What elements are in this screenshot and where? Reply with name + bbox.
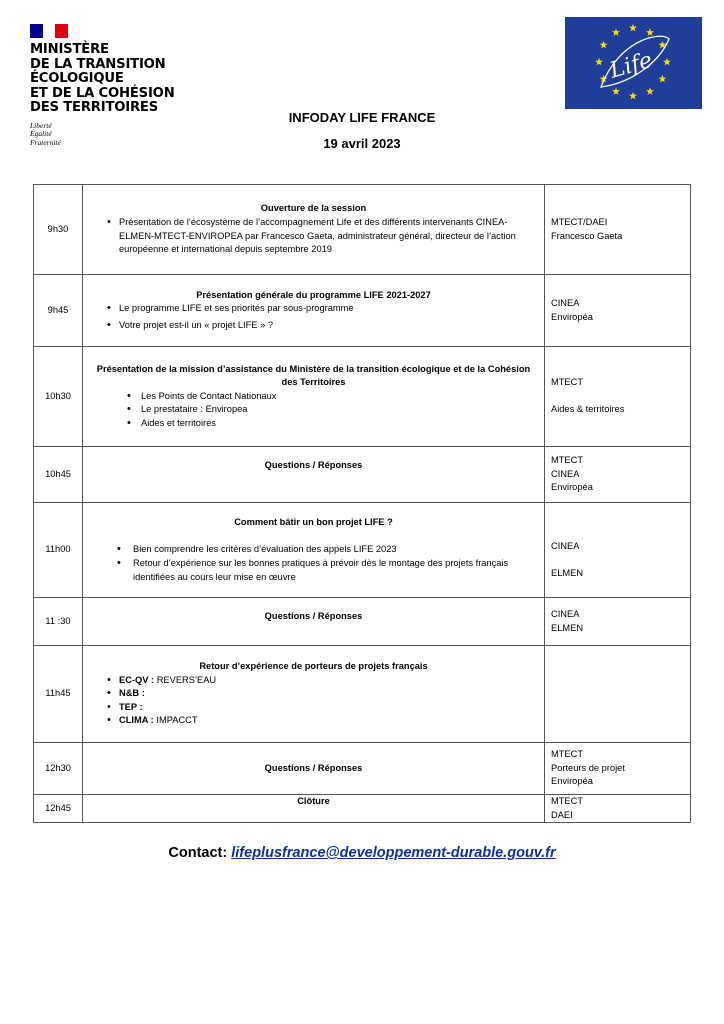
session-item: • Le programme LIFE et ses priorités par sous-programme <box>93 302 534 316</box>
session-title: Questions / Réponses <box>264 611 363 621</box>
ministry-logo <box>30 24 230 147</box>
speaker: CINEA <box>551 297 580 308</box>
session-title: Présentation de la mission d’assistance du Ministère de la transition écologique et de la Cohésion des Territoires <box>96 363 531 388</box>
speaker: Enviropéa <box>551 482 593 493</box>
speaker: MTECT/DAEI <box>551 216 608 227</box>
agenda-speakers <box>545 646 691 743</box>
agenda-time: 12h30 <box>34 743 83 795</box>
session-title: Présentation générale du programme LIFE 2021-2027 <box>196 289 431 300</box>
agenda-time: 10h30 <box>34 347 83 447</box>
speaker: Aides & territoires <box>551 404 625 415</box>
ministry-name-line: DE LA TRANSITION <box>30 56 166 72</box>
agenda-content <box>83 503 545 598</box>
speaker: MTECT <box>551 455 584 466</box>
ministry-name-line: DES TERRITOIRES <box>30 100 159 116</box>
agenda-content <box>83 447 545 503</box>
session-item: • Présentation de l’écosystème de l’accompagnement Life et des différents intervenants CINEA-ELMEN-MTECT-ENVIROPEA par Francesco Gaeta, administrateur général, directeur de l’action européenne et international depuis septembre 2019 <box>93 216 534 257</box>
ministry-name-line: ET DE LA COHÉSION <box>30 85 175 101</box>
ministry-name-line: ÉCOLOGIQUE <box>30 71 124 87</box>
session-title: Clôture <box>297 796 330 806</box>
contact-label: Contact: <box>168 845 228 861</box>
agenda-row <box>34 447 691 503</box>
contact-line <box>0 845 724 861</box>
session-title: Questions / Réponses <box>264 460 363 470</box>
agenda-speakers <box>545 503 691 598</box>
session-item <box>93 687 534 701</box>
agenda-time: 12h45 <box>34 795 83 823</box>
speaker: Enviropéa <box>551 776 593 787</box>
agenda-content <box>83 646 545 743</box>
agenda-content <box>83 743 545 795</box>
item-label: EC-QV : <box>119 674 155 685</box>
motto-line: Liberté <box>30 120 52 130</box>
agenda-row <box>34 743 691 795</box>
agenda-content <box>83 598 545 646</box>
session-item <box>93 714 534 728</box>
agenda-row <box>34 185 691 275</box>
agenda-row <box>34 646 691 743</box>
agenda-speakers <box>545 185 691 275</box>
session-item: • Bien comprendre les critères d’évaluation des appels LIFE 2023 <box>93 543 534 557</box>
ministry-name-line: MINISTÈRE <box>30 42 109 57</box>
eu-star-icon <box>646 28 654 36</box>
session-title: Questions / Réponses <box>264 762 363 773</box>
event-date: 19 avril 2023 <box>323 136 401 151</box>
session-item <box>93 674 534 688</box>
item-label: TEP : <box>119 701 143 712</box>
session-item: • Votre projet est-il un « projet LIFE » ? <box>93 319 534 333</box>
agenda-row <box>34 598 691 646</box>
agenda-time: 11h00 <box>34 503 83 598</box>
session-item: • Le prestataire : Enviropea <box>93 403 534 417</box>
french-flag-icon <box>30 24 68 38</box>
agenda-row <box>34 275 691 347</box>
session-title: Comment bâtir un bon projet LIFE ? <box>234 516 393 527</box>
motto-line: Égalité <box>30 129 52 139</box>
agenda-time: 9h45 <box>34 275 83 347</box>
ministry-name <box>30 43 230 116</box>
agenda-row <box>34 795 691 823</box>
speaker: CINEA <box>551 468 580 479</box>
item-value: IMPACCT <box>153 715 198 726</box>
eu-star-icon <box>646 87 654 95</box>
speaker <box>551 553 684 567</box>
contact-email-link[interactable]: lifeplusfrance@developpement-durable.gouv.fr <box>231 845 556 861</box>
speaker: Porteurs de projet <box>551 762 625 773</box>
eu-star-icon <box>663 58 671 66</box>
agenda-content <box>83 347 545 447</box>
life-logo-text: Life <box>607 47 656 84</box>
session-item: • Les Points de Contact Nationaux <box>93 390 534 404</box>
agenda-content <box>83 275 545 347</box>
speaker: MTECT <box>551 749 584 760</box>
agenda-row <box>34 503 691 598</box>
agenda-speakers <box>545 347 691 447</box>
item-value: REVERS’EAU <box>154 674 217 685</box>
session-item: • Aides et territoires <box>93 417 534 431</box>
speaker: Enviropéa <box>551 311 593 322</box>
agenda-speakers <box>545 743 691 795</box>
eu-star-icon <box>600 41 608 49</box>
speaker: Francesco Gaeta <box>551 230 623 241</box>
speaker: ELMEN <box>551 622 584 633</box>
agenda-speakers <box>545 795 691 823</box>
speaker: CINEA <box>551 540 580 551</box>
session-title: Retour d’expérience de porteurs de projets français <box>199 661 428 672</box>
agenda-speakers <box>545 447 691 503</box>
eu-star-icon <box>658 75 666 83</box>
eu-star-icon <box>612 87 620 95</box>
speaker: MTECT <box>551 796 584 806</box>
agenda-row <box>34 347 691 447</box>
item-label: CLIMA : <box>119 715 154 726</box>
eu-star-icon <box>595 58 603 66</box>
agenda-speakers <box>545 598 691 646</box>
speaker: MTECT <box>551 377 584 388</box>
speaker: CINEA <box>551 608 580 619</box>
eu-star-icon <box>629 92 637 100</box>
session-item: • Retour d’expérience sur les bonnes pratiques à prévoir dès le montage des projets français identifiées au cours leur mise en œuvre <box>93 557 534 584</box>
agenda-content <box>83 185 545 275</box>
speaker: DAEI <box>551 809 573 820</box>
session-title: Ouverture de la session <box>260 203 367 214</box>
agenda-time: 11 :30 <box>34 598 83 646</box>
motto-line: Fraternité <box>30 137 61 147</box>
life-logo <box>565 17 702 109</box>
eu-star-icon <box>629 24 637 32</box>
agenda-table <box>33 184 691 823</box>
agenda-speakers <box>545 275 691 347</box>
agenda-time: 11h45 <box>34 646 83 743</box>
speaker: ELMEN <box>551 567 584 578</box>
agenda-time: 9h30 <box>34 185 83 275</box>
eu-star-icon <box>612 28 620 36</box>
item-label: N&B : <box>119 688 145 699</box>
page-title: INFODAY LIFE FRANCE <box>288 110 436 125</box>
session-item <box>93 701 534 715</box>
agenda-time: 10h45 <box>34 447 83 503</box>
agenda-content <box>83 795 545 823</box>
speaker <box>551 390 684 404</box>
